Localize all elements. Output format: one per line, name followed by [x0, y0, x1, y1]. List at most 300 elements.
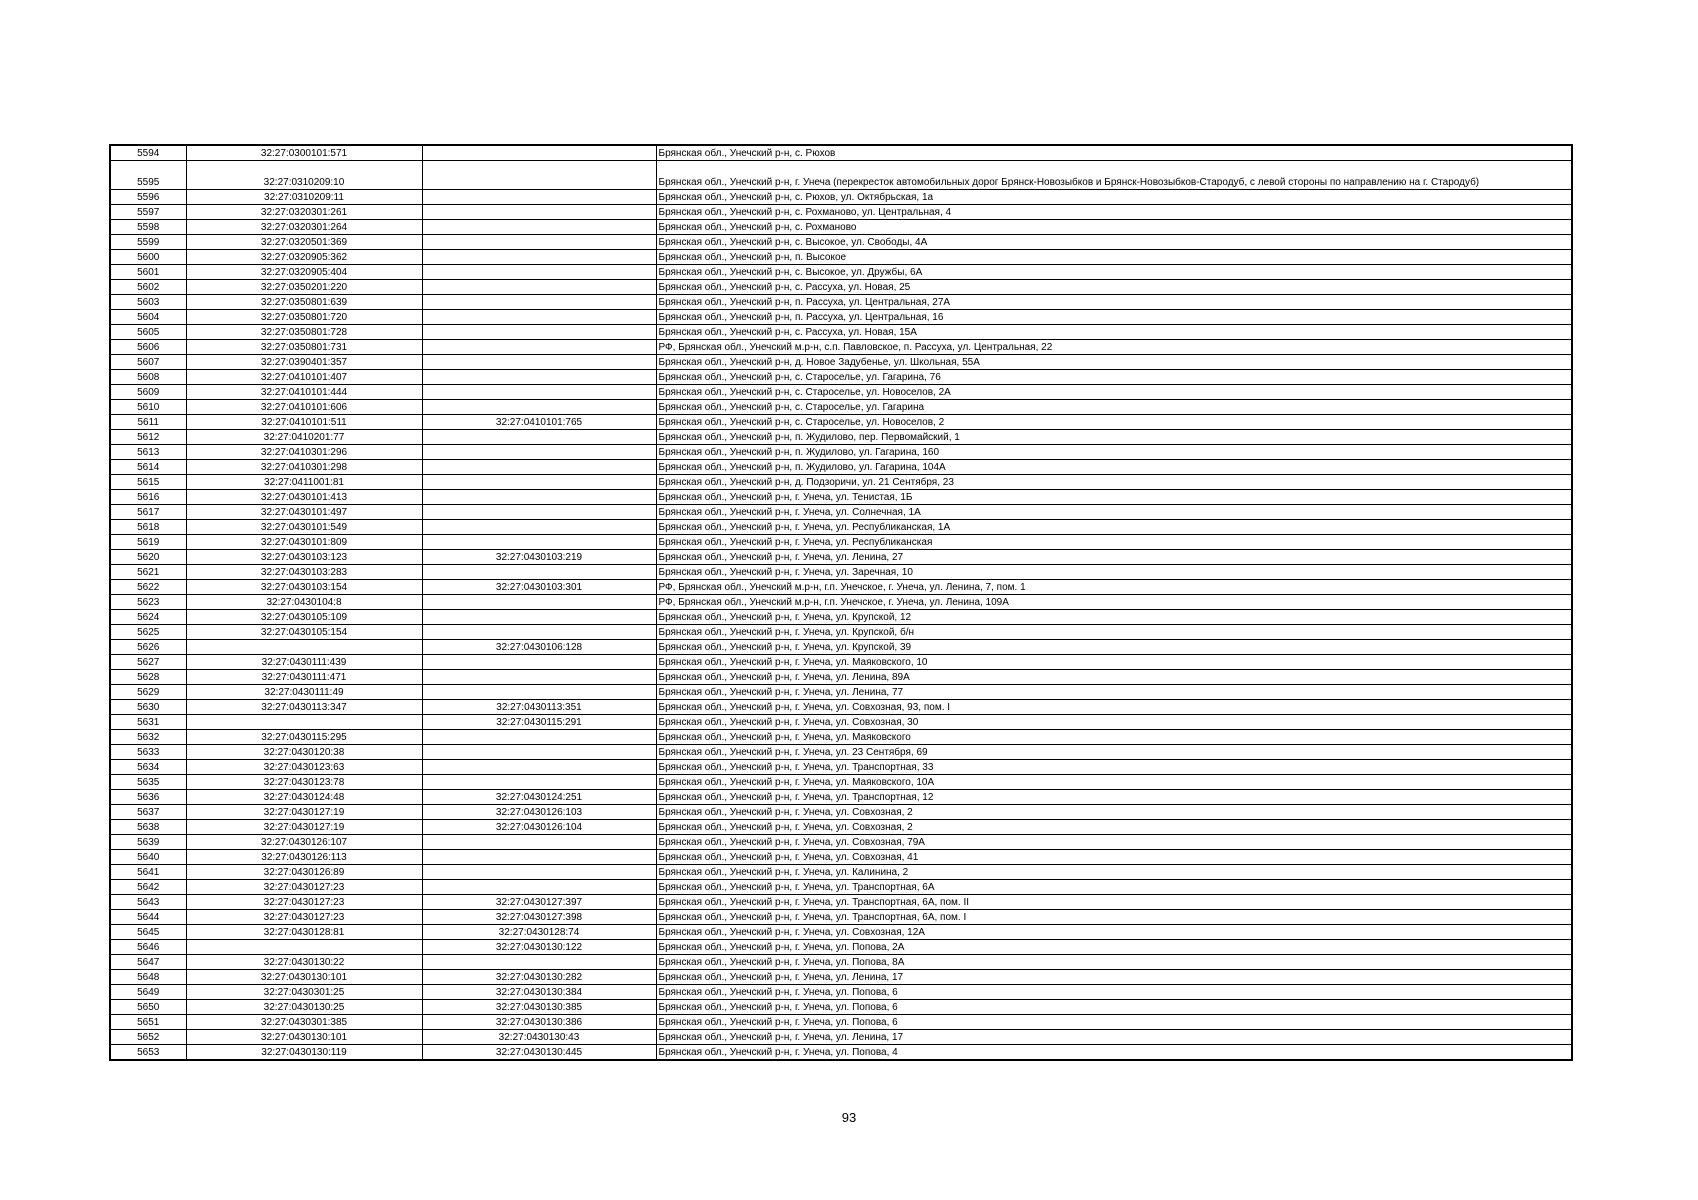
- building-cadastral-number-cell: [422, 745, 656, 760]
- table-row: [110, 565, 1572, 580]
- table-row: [110, 1015, 1572, 1030]
- table-row: [110, 295, 1572, 310]
- building-cadastral-number-cell: [422, 535, 656, 550]
- table-row: [110, 730, 1572, 745]
- table-row: [110, 880, 1572, 895]
- table-row: [110, 505, 1572, 520]
- row-number-cell: 5595: [110, 161, 186, 190]
- row-number-cell: 5627: [110, 655, 186, 670]
- building-cadastral-number-cell: 32:27:0430126:104: [422, 820, 656, 835]
- building-cadastral-number-cell: [422, 670, 656, 685]
- building-cadastral-number-cell: [422, 625, 656, 640]
- address-cell: Брянская обл., Унечский р-н, г. Унеча, ул. Попова, 6: [656, 1000, 1572, 1015]
- address-cell: Брянская обл., Унечский р-н, г. Унеча, ул. Крупской, б/н: [656, 625, 1572, 640]
- address-cell: Брянская обл., Унечский р-н, г. Унеча, ул. Заречная, 10: [656, 565, 1572, 580]
- row-number-cell: 5620: [110, 550, 186, 565]
- address-cell: Брянская обл., Унечский р-н, г. Унеча, ул. Маяковского, 10А: [656, 775, 1572, 790]
- address-cell: Брянская обл., Унечский р-н, г. Унеча, ул. Попова, 8А: [656, 955, 1572, 970]
- table-row: [110, 595, 1572, 610]
- table-row: [110, 370, 1572, 385]
- row-number-cell: 5646: [110, 940, 186, 955]
- cadastral-number-cell: 32:27:0430126:89: [186, 865, 422, 880]
- cadastral-number-cell: 32:27:0320301:264: [186, 220, 422, 235]
- building-cadastral-number-cell: [422, 850, 656, 865]
- building-cadastral-number-cell: [422, 430, 656, 445]
- building-cadastral-number-cell: 32:27:0430130:385: [422, 1000, 656, 1015]
- row-number-cell: 5631: [110, 715, 186, 730]
- address-cell: Брянская обл., Унечский р-н, г. Унеча, ул. Ленина, 77: [656, 685, 1572, 700]
- cadastral-number-cell: 32:27:0350801:728: [186, 325, 422, 340]
- address-cell: Брянская обл., Унечский р-н, с. Староселье, ул. Новоселов, 2А: [656, 385, 1572, 400]
- address-cell: Брянская обл., Унечский р-н, д. Подзоричи, ул. 21 Сентября, 23: [656, 475, 1572, 490]
- building-cadastral-number-cell: 32:27:0430130:384: [422, 985, 656, 1000]
- address-cell: РФ, Брянская обл., Унечский м.р-н, с.п. Павловское, п. Рассуха, ул. Центральная, 22: [656, 340, 1572, 355]
- address-cell: Брянская обл., Унечский р-н, с. Рюхов, ул. Октябрьская, 1а: [656, 190, 1572, 205]
- table-row: [110, 460, 1572, 475]
- cadastral-number-cell: 32:27:0430128:81: [186, 925, 422, 940]
- table-row: [110, 355, 1572, 370]
- row-number-cell: 5625: [110, 625, 186, 640]
- address-cell: Брянская обл., Унечский р-н, г. Унеча, ул. Совхозная, 41: [656, 850, 1572, 865]
- cadastral-number-cell: 32:27:0390401:357: [186, 355, 422, 370]
- table-row: [110, 475, 1572, 490]
- cadastral-number-cell: 32:27:0350201:220: [186, 280, 422, 295]
- cadastral-number-cell: 32:27:0411001:81: [186, 475, 422, 490]
- table-row: [110, 580, 1572, 595]
- table-row: [110, 835, 1572, 850]
- cadastral-number-cell: 32:27:0410301:296: [186, 445, 422, 460]
- table-row: [110, 715, 1572, 730]
- cadastral-number-cell: 32:27:0430127:23: [186, 895, 422, 910]
- building-cadastral-number-cell: [422, 340, 656, 355]
- table-row: [110, 640, 1572, 655]
- address-cell: Брянская обл., Унечский р-н, с. Рюхов: [656, 145, 1572, 161]
- cadastral-number-cell: 32:27:0350801:720: [186, 310, 422, 325]
- table-row: [110, 190, 1572, 205]
- building-cadastral-number-cell: [422, 730, 656, 745]
- address-cell: Брянская обл., Унечский р-н, с. Рохманово, ул. Центральная, 4: [656, 205, 1572, 220]
- table-row: [110, 205, 1572, 220]
- building-cadastral-number-cell: 32:27:0430124:251: [422, 790, 656, 805]
- cadastral-number-cell: 32:27:0430103:123: [186, 550, 422, 565]
- cadastral-number-cell: 32:27:0430111:471: [186, 670, 422, 685]
- address-cell: Брянская обл., Унечский р-н, г. Унеча, ул. Ленина, 17: [656, 970, 1572, 985]
- cadastral-number-cell: 32:27:0430115:295: [186, 730, 422, 745]
- table-row: [110, 910, 1572, 925]
- building-cadastral-number-cell: [422, 565, 656, 580]
- address-cell: Брянская обл., Унечский р-н, г. Унеча, ул. Маяковского, 10: [656, 655, 1572, 670]
- address-cell: Брянская обл., Унечский р-н, г. Унеча, ул. Совхозная, 2: [656, 820, 1572, 835]
- row-number-cell: 5616: [110, 490, 186, 505]
- cadastral-number-cell: 32:27:0410101:407: [186, 370, 422, 385]
- cadastral-number-cell: 32:27:0430103:283: [186, 565, 422, 580]
- cadastral-number-cell: 32:27:0430123:63: [186, 760, 422, 775]
- cadastral-number-cell: 32:27:0430126:113: [186, 850, 422, 865]
- building-cadastral-number-cell: 32:27:0430130:43: [422, 1030, 656, 1045]
- row-number-cell: 5597: [110, 205, 186, 220]
- registry-table-body: [110, 145, 1572, 1060]
- table-row: [110, 445, 1572, 460]
- building-cadastral-number-cell: [422, 235, 656, 250]
- building-cadastral-number-cell: 32:27:0430113:351: [422, 700, 656, 715]
- row-number-cell: 5598: [110, 220, 186, 235]
- address-cell: Брянская обл., Унечский р-н, с. Рассуха, ул. Новая, 25: [656, 280, 1572, 295]
- cadastral-number-cell: 32:27:0430130:22: [186, 955, 422, 970]
- building-cadastral-number-cell: [422, 325, 656, 340]
- table-row: [110, 265, 1572, 280]
- row-number-cell: 5609: [110, 385, 186, 400]
- row-number-cell: 5649: [110, 985, 186, 1000]
- table-row: [110, 745, 1572, 760]
- building-cadastral-number-cell: [422, 865, 656, 880]
- address-cell: Брянская обл., Унечский р-н, с. Староселье, ул. Новоселов, 2: [656, 415, 1572, 430]
- table-row: [110, 340, 1572, 355]
- building-cadastral-number-cell: [422, 760, 656, 775]
- row-number-cell: 5630: [110, 700, 186, 715]
- table-row: [110, 655, 1572, 670]
- building-cadastral-number-cell: [422, 220, 656, 235]
- address-cell: Брянская обл., Унечский р-н, г. Унеча, ул. Совхозная, 93, пом. I: [656, 700, 1572, 715]
- cadastral-number-cell: 32:27:0430105:109: [186, 610, 422, 625]
- building-cadastral-number-cell: 32:27:0430103:301: [422, 580, 656, 595]
- address-cell: Брянская обл., Унечский р-н, г. Унеча, ул. Транспортная, 6А: [656, 880, 1572, 895]
- row-number-cell: 5651: [110, 1015, 186, 1030]
- table-row: [110, 805, 1572, 820]
- row-number-cell: 5632: [110, 730, 186, 745]
- row-number-cell: 5623: [110, 595, 186, 610]
- building-cadastral-number-cell: [422, 835, 656, 850]
- address-cell: Брянская обл., Унечский р-н, г. Унеча, ул. Крупской, 12: [656, 610, 1572, 625]
- building-cadastral-number-cell: [422, 190, 656, 205]
- address-cell: Брянская обл., Унечский р-н, г. Унеча, ул. Транспортная, 12: [656, 790, 1572, 805]
- cadastral-number-cell: 32:27:0430101:549: [186, 520, 422, 535]
- cadastral-number-cell: 32:27:0430301:25: [186, 985, 422, 1000]
- cadastral-number-cell: 32:27:0430103:154: [186, 580, 422, 595]
- row-number-cell: 5626: [110, 640, 186, 655]
- row-number-cell: 5604: [110, 310, 186, 325]
- row-number-cell: 5615: [110, 475, 186, 490]
- registry-table: [109, 144, 1573, 1061]
- address-cell: Брянская обл., Унечский р-н, с. Староселье, ул. Гагарина: [656, 400, 1572, 415]
- address-cell: Брянская обл., Унечский р-н, г. Унеча, ул. Ленина, 27: [656, 550, 1572, 565]
- cadastral-number-cell: 32:27:0410201:77: [186, 430, 422, 445]
- address-cell: Брянская обл., Унечский р-н, п. Высокое: [656, 250, 1572, 265]
- address-cell: РФ, Брянская обл., Унечский м.р-н, г.п. Унечское, г. Унеча, ул. Ленина, 109А: [656, 595, 1572, 610]
- table-row: [110, 685, 1572, 700]
- cadastral-number-cell: 32:27:0410301:298: [186, 460, 422, 475]
- row-number-cell: 5644: [110, 910, 186, 925]
- table-row: [110, 490, 1572, 505]
- table-row: [110, 161, 1572, 190]
- address-cell: Брянская обл., Унечский р-н, г. Унеча, ул. Транспортная, 33: [656, 760, 1572, 775]
- row-number-cell: 5600: [110, 250, 186, 265]
- table-row: [110, 535, 1572, 550]
- cadastral-number-cell: 32:27:0350801:639: [186, 295, 422, 310]
- row-number-cell: 5596: [110, 190, 186, 205]
- table-row: [110, 625, 1572, 640]
- building-cadastral-number-cell: 32:27:0430126:103: [422, 805, 656, 820]
- building-cadastral-number-cell: [422, 295, 656, 310]
- building-cadastral-number-cell: [422, 280, 656, 295]
- address-cell: Брянская обл., Унечский р-н, с. Высокое, ул. Дружбы, 6А: [656, 265, 1572, 280]
- building-cadastral-number-cell: [422, 145, 656, 161]
- building-cadastral-number-cell: 32:27:0430128:74: [422, 925, 656, 940]
- cadastral-number-cell: 32:27:0430301:385: [186, 1015, 422, 1030]
- cadastral-number-cell: 32:27:0300101:571: [186, 145, 422, 161]
- table-row: [110, 1030, 1572, 1045]
- table-row: [110, 610, 1572, 625]
- cadastral-number-cell: 32:27:0320301:261: [186, 205, 422, 220]
- row-number-cell: 5643: [110, 895, 186, 910]
- row-number-cell: 5638: [110, 820, 186, 835]
- address-cell: Брянская обл., Унечский р-н, г. Унеча, ул. Совхозная, 12А: [656, 925, 1572, 940]
- table-row: [110, 775, 1572, 790]
- building-cadastral-number-cell: [422, 265, 656, 280]
- building-cadastral-number-cell: [422, 505, 656, 520]
- building-cadastral-number-cell: 32:27:0430103:219: [422, 550, 656, 565]
- building-cadastral-number-cell: [422, 490, 656, 505]
- row-number-cell: 5601: [110, 265, 186, 280]
- row-number-cell: 5648: [110, 970, 186, 985]
- cadastral-number-cell: 32:27:0430111:49: [186, 685, 422, 700]
- row-number-cell: 5621: [110, 565, 186, 580]
- table-row: [110, 280, 1572, 295]
- address-cell: Брянская обл., Унечский р-н, г. Унеча, ул. Попова, 4: [656, 1045, 1572, 1061]
- cadastral-number-cell: 32:27:0430127:23: [186, 910, 422, 925]
- table-row: [110, 970, 1572, 985]
- table-row: [110, 325, 1572, 340]
- building-cadastral-number-cell: [422, 880, 656, 895]
- cadastral-number-cell: [186, 640, 422, 655]
- building-cadastral-number-cell: [422, 610, 656, 625]
- table-row: [110, 1000, 1572, 1015]
- address-cell: Брянская обл., Унечский р-н, г. Унеча, ул. Ленина, 89А: [656, 670, 1572, 685]
- row-number-cell: 5653: [110, 1045, 186, 1061]
- cadastral-number-cell: 32:27:0430101:413: [186, 490, 422, 505]
- cadastral-number-cell: 32:27:0320905:404: [186, 265, 422, 280]
- row-number-cell: 5610: [110, 400, 186, 415]
- cadastral-number-cell: 32:27:0430104:8: [186, 595, 422, 610]
- row-number-cell: 5633: [110, 745, 186, 760]
- building-cadastral-number-cell: 32:27:0430115:291: [422, 715, 656, 730]
- address-cell: Брянская обл., Унечский р-н, п. Жудилово, ул. Гагарина, 104А: [656, 460, 1572, 475]
- cadastral-number-cell: 32:27:0430127:19: [186, 820, 422, 835]
- cadastral-number-cell: 32:27:0430124:48: [186, 790, 422, 805]
- table-row: [110, 700, 1572, 715]
- table-row: [110, 670, 1572, 685]
- cadastral-number-cell: 32:27:0430130:101: [186, 1030, 422, 1045]
- row-number-cell: 5645: [110, 925, 186, 940]
- table-row: [110, 940, 1572, 955]
- building-cadastral-number-cell: [422, 775, 656, 790]
- building-cadastral-number-cell: [422, 520, 656, 535]
- address-cell: Брянская обл., Унечский р-н, г. Унеча, ул. Попова, 6: [656, 985, 1572, 1000]
- address-cell: Брянская обл., Унечский р-н, г. Унеча, ул. Ленина, 17: [656, 1030, 1572, 1045]
- address-cell: Брянская обл., Унечский р-н, п. Рассуха, ул. Центральная, 27А: [656, 295, 1572, 310]
- cadastral-number-cell: 32:27:0430130:119: [186, 1045, 422, 1061]
- table-row: [110, 430, 1572, 445]
- building-cadastral-number-cell: 32:27:0430127:397: [422, 895, 656, 910]
- building-cadastral-number-cell: 32:27:0430130:386: [422, 1015, 656, 1030]
- row-number-cell: 5642: [110, 880, 186, 895]
- building-cadastral-number-cell: [422, 475, 656, 490]
- row-number-cell: 5619: [110, 535, 186, 550]
- cadastral-number-cell: 32:27:0430123:78: [186, 775, 422, 790]
- row-number-cell: 5652: [110, 1030, 186, 1045]
- building-cadastral-number-cell: [422, 385, 656, 400]
- address-cell: Брянская обл., Унечский р-н, п. Жудилово, пер. Первомайский, 1: [656, 430, 1572, 445]
- building-cadastral-number-cell: 32:27:0430106:128: [422, 640, 656, 655]
- table-row: [110, 1045, 1572, 1061]
- row-number-cell: 5607: [110, 355, 186, 370]
- row-number-cell: 5618: [110, 520, 186, 535]
- cadastral-number-cell: 32:27:0410101:444: [186, 385, 422, 400]
- table-row: [110, 250, 1572, 265]
- building-cadastral-number-cell: [422, 250, 656, 265]
- row-number-cell: 5603: [110, 295, 186, 310]
- cadastral-number-cell: 32:27:0310209:10: [186, 161, 422, 190]
- row-number-cell: 5647: [110, 955, 186, 970]
- cadastral-number-cell: 32:27:0430126:107: [186, 835, 422, 850]
- row-number-cell: 5637: [110, 805, 186, 820]
- address-cell: Брянская обл., Унечский р-н, г. Унеча, ул. Маяковского: [656, 730, 1572, 745]
- address-cell: Брянская обл., Унечский р-н, г. Унеча, ул. Крупской, 39: [656, 640, 1572, 655]
- address-cell: Брянская обл., Унечский р-н, г. Унеча, ул. Республиканская, 1А: [656, 520, 1572, 535]
- row-number-cell: 5606: [110, 340, 186, 355]
- row-number-cell: 5629: [110, 685, 186, 700]
- table-row: [110, 820, 1572, 835]
- table-row: [110, 760, 1572, 775]
- table-row: [110, 400, 1572, 415]
- table-row: [110, 550, 1572, 565]
- row-number-cell: 5634: [110, 760, 186, 775]
- table-row: [110, 310, 1572, 325]
- table-row: [110, 895, 1572, 910]
- building-cadastral-number-cell: 32:27:0430127:398: [422, 910, 656, 925]
- cadastral-number-cell: 32:27:0350801:731: [186, 340, 422, 355]
- address-cell: Брянская обл., Унечский р-н, г. Унеча (перекресток автомобильных дорог Брянск-Новозыбков и Брянск-Новозыбков-Стародуб, с левой стороны по направлению на г. Стародуб): [656, 161, 1572, 190]
- table-row: [110, 955, 1572, 970]
- cadastral-number-cell: 32:27:0430130:25: [186, 1000, 422, 1015]
- cadastral-number-cell: 32:27:0430105:154: [186, 625, 422, 640]
- building-cadastral-number-cell: 32:27:0430130:122: [422, 940, 656, 955]
- row-number-cell: 5605: [110, 325, 186, 340]
- cadastral-number-cell: 32:27:0430101:497: [186, 505, 422, 520]
- table-row: [110, 235, 1572, 250]
- row-number-cell: 5635: [110, 775, 186, 790]
- building-cadastral-number-cell: [422, 400, 656, 415]
- cadastral-number-cell: 32:27:0430130:101: [186, 970, 422, 985]
- cadastral-number-cell: 32:27:0430113:347: [186, 700, 422, 715]
- cadastral-number-cell: 32:27:0410101:511: [186, 415, 422, 430]
- address-cell: Брянская обл., Унечский р-н, г. Унеча, ул. Попова, 2А: [656, 940, 1572, 955]
- address-cell: Брянская обл., Унечский р-н, г. Унеча, ул. Республиканская: [656, 535, 1572, 550]
- row-number-cell: 5612: [110, 430, 186, 445]
- address-cell: Брянская обл., Унечский р-н, г. Унеча, ул. Транспортная, 6А, пом. I: [656, 910, 1572, 925]
- address-cell: Брянская обл., Унечский р-н, с. Высокое, ул. Свободы, 4А: [656, 235, 1572, 250]
- cadastral-number-cell: 32:27:0430120:38: [186, 745, 422, 760]
- table-row: [110, 520, 1572, 535]
- row-number-cell: 5641: [110, 865, 186, 880]
- address-cell: Брянская обл., Унечский р-н, г. Унеча, ул. Совхозная, 30: [656, 715, 1572, 730]
- row-number-cell: 5614: [110, 460, 186, 475]
- row-number-cell: 5594: [110, 145, 186, 161]
- building-cadastral-number-cell: 32:27:0430130:282: [422, 970, 656, 985]
- address-cell: Брянская обл., Унечский р-н, п. Рассуха, ул. Центральная, 16: [656, 310, 1572, 325]
- address-cell: Брянская обл., Унечский р-н, с. Староселье, ул. Гагарина, 76: [656, 370, 1572, 385]
- cadastral-number-cell: 32:27:0310209:11: [186, 190, 422, 205]
- cadastral-number-cell: 32:27:0430101:809: [186, 535, 422, 550]
- address-cell: Брянская обл., Унечский р-н, г. Унеча, ул. Солнечная, 1А: [656, 505, 1572, 520]
- cadastral-number-cell: 32:27:0320905:362: [186, 250, 422, 265]
- table-row: [110, 385, 1572, 400]
- address-cell: Брянская обл., Унечский р-н, г. Унеча, ул. Попова, 6: [656, 1015, 1572, 1030]
- page-number: 93: [841, 1110, 857, 1125]
- table-row: [110, 220, 1572, 235]
- table-row: [110, 790, 1572, 805]
- row-number-cell: 5602: [110, 280, 186, 295]
- building-cadastral-number-cell: [422, 161, 656, 190]
- row-number-cell: 5640: [110, 850, 186, 865]
- building-cadastral-number-cell: [422, 205, 656, 220]
- cadastral-number-cell: [186, 940, 422, 955]
- row-number-cell: 5611: [110, 415, 186, 430]
- address-cell: Брянская обл., Унечский р-н, г. Унеча, ул. Транспортная, 6А, пом. II: [656, 895, 1572, 910]
- address-cell: Брянская обл., Унечский р-н, д. Новое Задубенье, ул. Школьная, 55А: [656, 355, 1572, 370]
- address-cell: Брянская обл., Унечский р-н, г. Унеча, ул. Калинина, 2: [656, 865, 1572, 880]
- cadastral-number-cell: 32:27:0430127:19: [186, 805, 422, 820]
- address-cell: Брянская обл., Унечский р-н, с. Рассуха, ул. Новая, 15А: [656, 325, 1572, 340]
- address-cell: Брянская обл., Унечский р-н, г. Унеча, ул. 23 Сентября, 69: [656, 745, 1572, 760]
- building-cadastral-number-cell: [422, 955, 656, 970]
- address-cell: Брянская обл., Унечский р-н, г. Унеча, ул. Совхозная, 79А: [656, 835, 1572, 850]
- cadastral-number-cell: [186, 715, 422, 730]
- building-cadastral-number-cell: [422, 595, 656, 610]
- table-row: [110, 145, 1572, 161]
- row-number-cell: 5622: [110, 580, 186, 595]
- row-number-cell: 5636: [110, 790, 186, 805]
- address-cell: Брянская обл., Унечский р-н, г. Унеча, ул. Совхозная, 2: [656, 805, 1572, 820]
- table-row: [110, 415, 1572, 430]
- row-number-cell: 5608: [110, 370, 186, 385]
- row-number-cell: 5639: [110, 835, 186, 850]
- building-cadastral-number-cell: [422, 310, 656, 325]
- building-cadastral-number-cell: [422, 655, 656, 670]
- row-number-cell: 5599: [110, 235, 186, 250]
- building-cadastral-number-cell: [422, 370, 656, 385]
- building-cadastral-number-cell: 32:27:0430130:445: [422, 1045, 656, 1061]
- row-number-cell: 5650: [110, 1000, 186, 1015]
- row-number-cell: 5617: [110, 505, 186, 520]
- cadastral-number-cell: 32:27:0410101:606: [186, 400, 422, 415]
- address-cell: Брянская обл., Унечский р-н, г. Унеча, ул. Тенистая, 1Б: [656, 490, 1572, 505]
- table-row: [110, 865, 1572, 880]
- building-cadastral-number-cell: [422, 460, 656, 475]
- row-number-cell: 5628: [110, 670, 186, 685]
- row-number-cell: 5624: [110, 610, 186, 625]
- table-row: [110, 985, 1572, 1000]
- table-row: [110, 925, 1572, 940]
- cadastral-number-cell: 32:27:0320501:369: [186, 235, 422, 250]
- building-cadastral-number-cell: [422, 685, 656, 700]
- building-cadastral-number-cell: 32:27:0410101:765: [422, 415, 656, 430]
- cadastral-number-cell: 32:27:0430127:23: [186, 880, 422, 895]
- row-number-cell: 5613: [110, 445, 186, 460]
- address-cell: Брянская обл., Унечский р-н, с. Рохманово: [656, 220, 1572, 235]
- address-cell: Брянская обл., Унечский р-н, п. Жудилово, ул. Гагарина, 160: [656, 445, 1572, 460]
- cadastral-number-cell: 32:27:0430111:439: [186, 655, 422, 670]
- address-cell: РФ, Брянская обл., Унечский м.р-н, г.п. Унечское, г. Унеча, ул. Ленина, 7, пом. 1: [656, 580, 1572, 595]
